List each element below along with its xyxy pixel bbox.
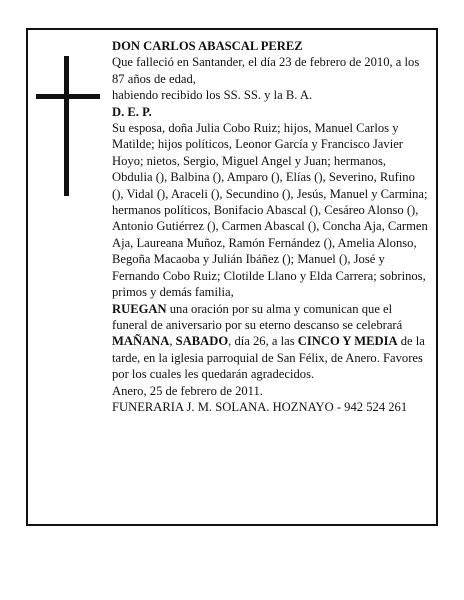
deceased-name: DON CARLOS ABASCAL PEREZ xyxy=(112,39,303,53)
sabado-word: SABADO xyxy=(175,334,229,349)
manana-word: MAÑANA xyxy=(112,334,170,349)
dep-line: D. E. P. xyxy=(112,104,152,119)
family-list: Su esposa, doña Julia Cobo Ruiz; hijos, Manuel Carlos y Matilde; hijos políticos, Leonor García y Francisco Javier Hoyo; nietos, Sergio, Miguel Angel y Juan; hermanos, Obdulia (), Balbina (), Amparo (), Elías (), Severino, Rufino (), Vidal (), Araceli (), Secundino (), Jesús, Manuel y Carmina; hermanos políticos, Bonifacio Abascal (), Cesáreo Alonso (), Antonio Gutiérrez (), Carmen Abascal (), Concha Aja, Carmen Aja, Laureana Muñoz, Ramón Fernández (), Amelia Alonso, Begoña Macaoba y Julián Ibáñez (); Manuel (), José y Fernando Cobo Ruiz; Clotilde Llano y Elda Carrera; sobrinos, primos y demás familia, xyxy=(112,121,428,300)
cinco-y-media: CINCO Y MEDIA xyxy=(297,334,398,349)
death-info: Que falleció en Santander, el día 23 de febrero de 2010, a los 87 años de edad, xyxy=(112,55,420,86)
request-paragraph xyxy=(112,301,428,383)
sacraments-line: habiendo recibido los SS. SS. y la B. A. xyxy=(112,88,313,103)
place-date: Anero, 25 de febrero de 2011. xyxy=(112,383,263,398)
request-text-3: de la tarde, en la iglesia parroquial de San Félix, de Anero. Favores por los cuales les quedarán agradecidos. xyxy=(112,334,425,382)
funeral-home: FUNERARIA J. M. SOLANA. HOZNAYO - 942 524 261 xyxy=(112,399,408,414)
cross-icon xyxy=(36,56,100,196)
request-text-1: una oración por su alma y comunican que el funeral de aniversario por su eterno descanso se celebrará xyxy=(112,301,403,332)
request-text-2: , día 26, a las xyxy=(228,334,298,349)
obituary-text xyxy=(112,38,428,415)
ruegan-word: RUEGAN xyxy=(112,301,167,316)
cross-vertical-bar xyxy=(64,56,69,196)
request-comma: , xyxy=(169,334,176,349)
cross-horizontal-bar xyxy=(36,94,100,99)
